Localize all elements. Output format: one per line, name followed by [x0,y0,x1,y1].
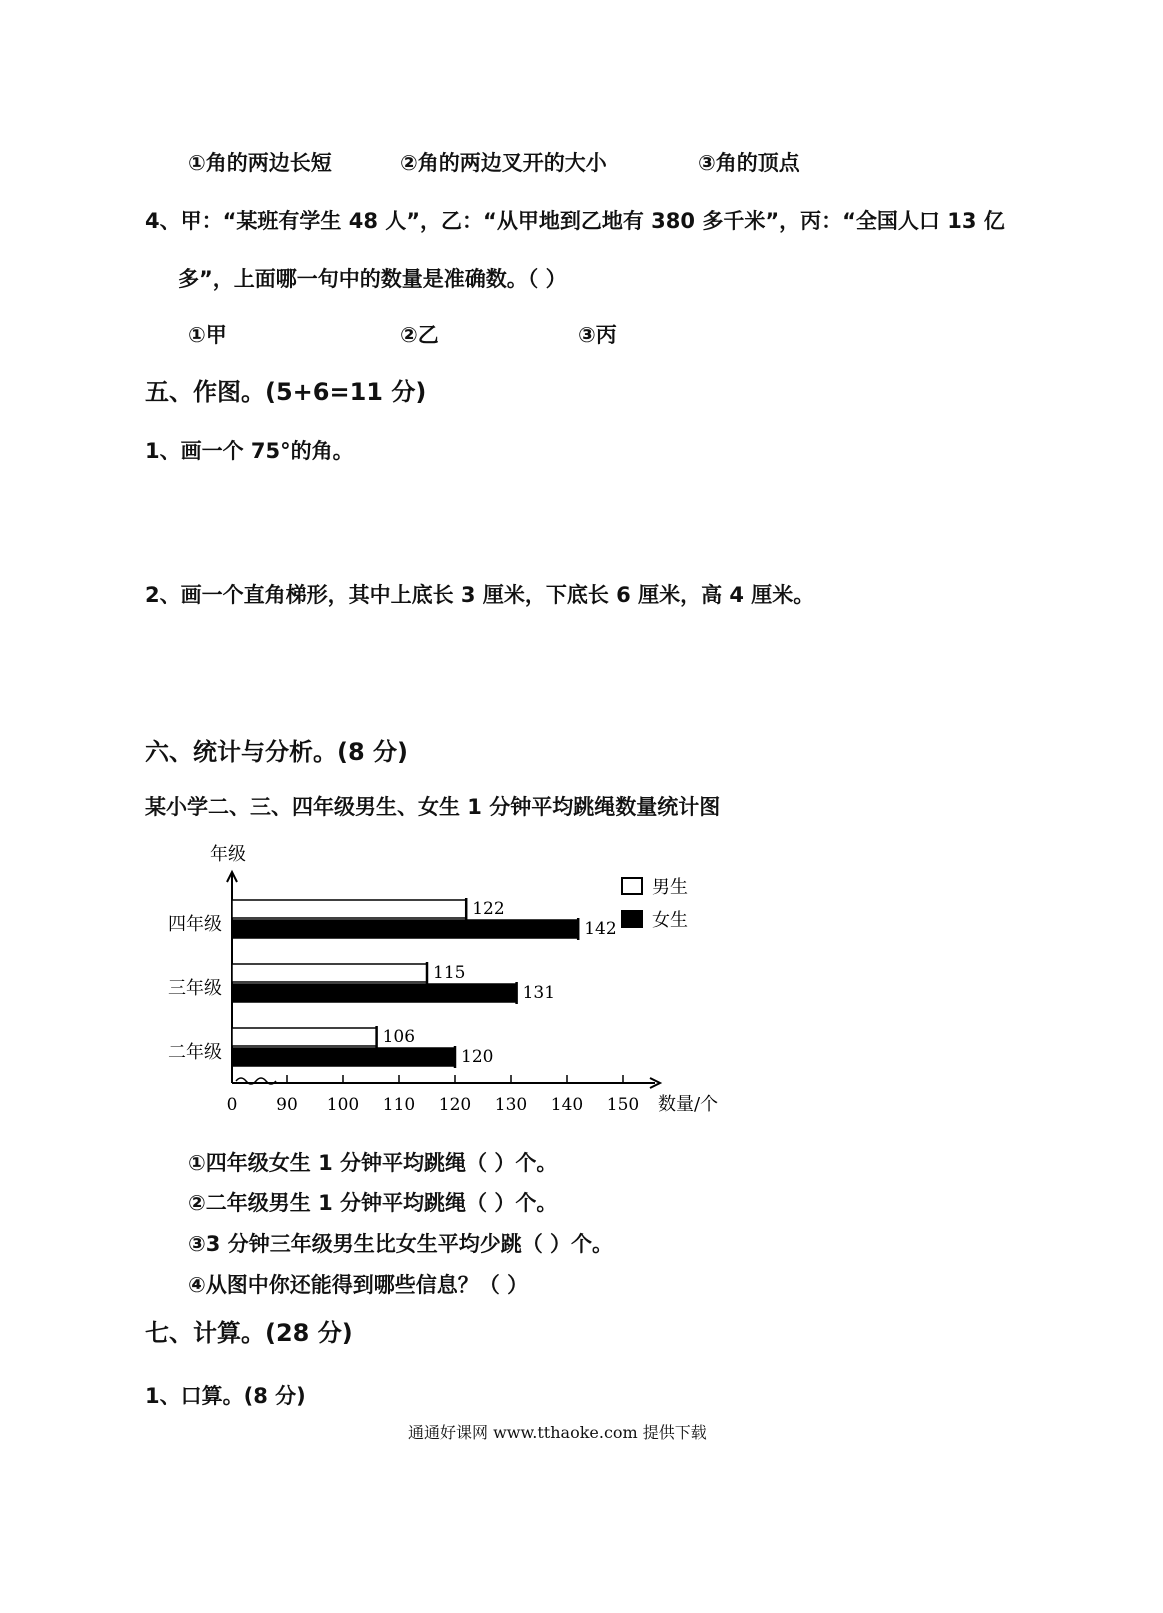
x-axis-label: 数量/个 [658,1094,719,1115]
bar-value-0-1: 142 [584,919,617,939]
chart-caption: 某小学二、三、四年级男生、女生 1 分钟平均跳绳数量统计图 [145,795,721,819]
q4-option-1: ①甲 [188,323,227,347]
bar-0-0 [232,900,466,918]
s6-question-4: ④从图中你还能得到哪些信息？（ ） [188,1273,529,1297]
footer-note: 通通好课网 www.tthaoke.com 提供下载 [408,1423,707,1442]
bar-value-2-0: 106 [382,1027,416,1047]
legend-label-1: 女生 [652,910,688,931]
x-tick-label-140: 140 [550,1095,584,1115]
s7-question-1: 1、口算。(8 分) [145,1384,306,1408]
bar-0-1 [232,920,578,938]
s6-question-3: ③3 分钟三年级男生比女生平均少跳（ ）个。 [188,1232,614,1256]
bar-value-0-0: 122 [472,899,505,919]
q3-option-3: ③角的顶点 [698,151,800,175]
category-label-2: 二年级 [168,1042,222,1063]
q4-line-1: 4、甲：“某班有学生 48 人”，乙：“从甲地到乙地有 380 多千米”，丙：“全国人口 13 亿 [145,209,1005,233]
x-tick-label-130: 130 [494,1095,528,1115]
x-tick-label-150: 150 [606,1095,640,1115]
category-label-0: 四年级 [168,914,222,935]
section-7-title: 七、计算。(28 分) [145,1319,353,1347]
bar-1-1 [232,984,517,1002]
s5-question-1: 1、画一个 75°的角。 [145,439,354,463]
section-5-title: 五、作图。(5+6=11 分) [145,378,427,406]
bar-value-2-1: 120 [461,1047,494,1067]
q4-option-2: ②乙 [400,323,439,347]
q3-option-2: ②角的两边叉开的大小 [400,151,607,175]
legend-swatch-1 [622,911,642,927]
category-label-1: 三年级 [168,978,222,999]
bar-1-0 [232,964,427,982]
q4-option-3: ③丙 [578,323,617,347]
s5-question-2: 2、画一个直角梯形，其中上底长 3 厘米，下底长 6 厘米，高 4 厘米。 [145,583,815,607]
q4-line-2: 多”，上面哪一句中的数量是准确数。（ ） [178,267,567,291]
x-tick-label-0: 0 [226,1095,238,1115]
x-tick-label-100: 100 [326,1095,360,1115]
x-tick-label-90: 90 [276,1095,298,1115]
bar-2-0 [232,1028,377,1046]
s6-question-2: ②二年级男生 1 分钟平均跳绳（ ）个。 [188,1191,558,1215]
bar-2-1 [232,1048,455,1066]
y-axis-label: 年级 [210,844,246,865]
q3-option-1: ①角的两边长短 [188,151,332,175]
x-tick-label-120: 120 [438,1095,472,1115]
bar-value-1-1: 131 [522,983,556,1003]
legend-swatch-0 [622,878,642,894]
s6-question-1: ①四年级女生 1 分钟平均跳绳（ ）个。 [188,1151,558,1175]
bar-chart [140,840,760,1130]
section-6-title: 六、统计与分析。(8 分) [145,738,408,766]
legend-label-0: 男生 [652,877,688,898]
bar-value-1-0: 115 [433,963,466,983]
x-tick-label-110: 110 [382,1095,416,1115]
